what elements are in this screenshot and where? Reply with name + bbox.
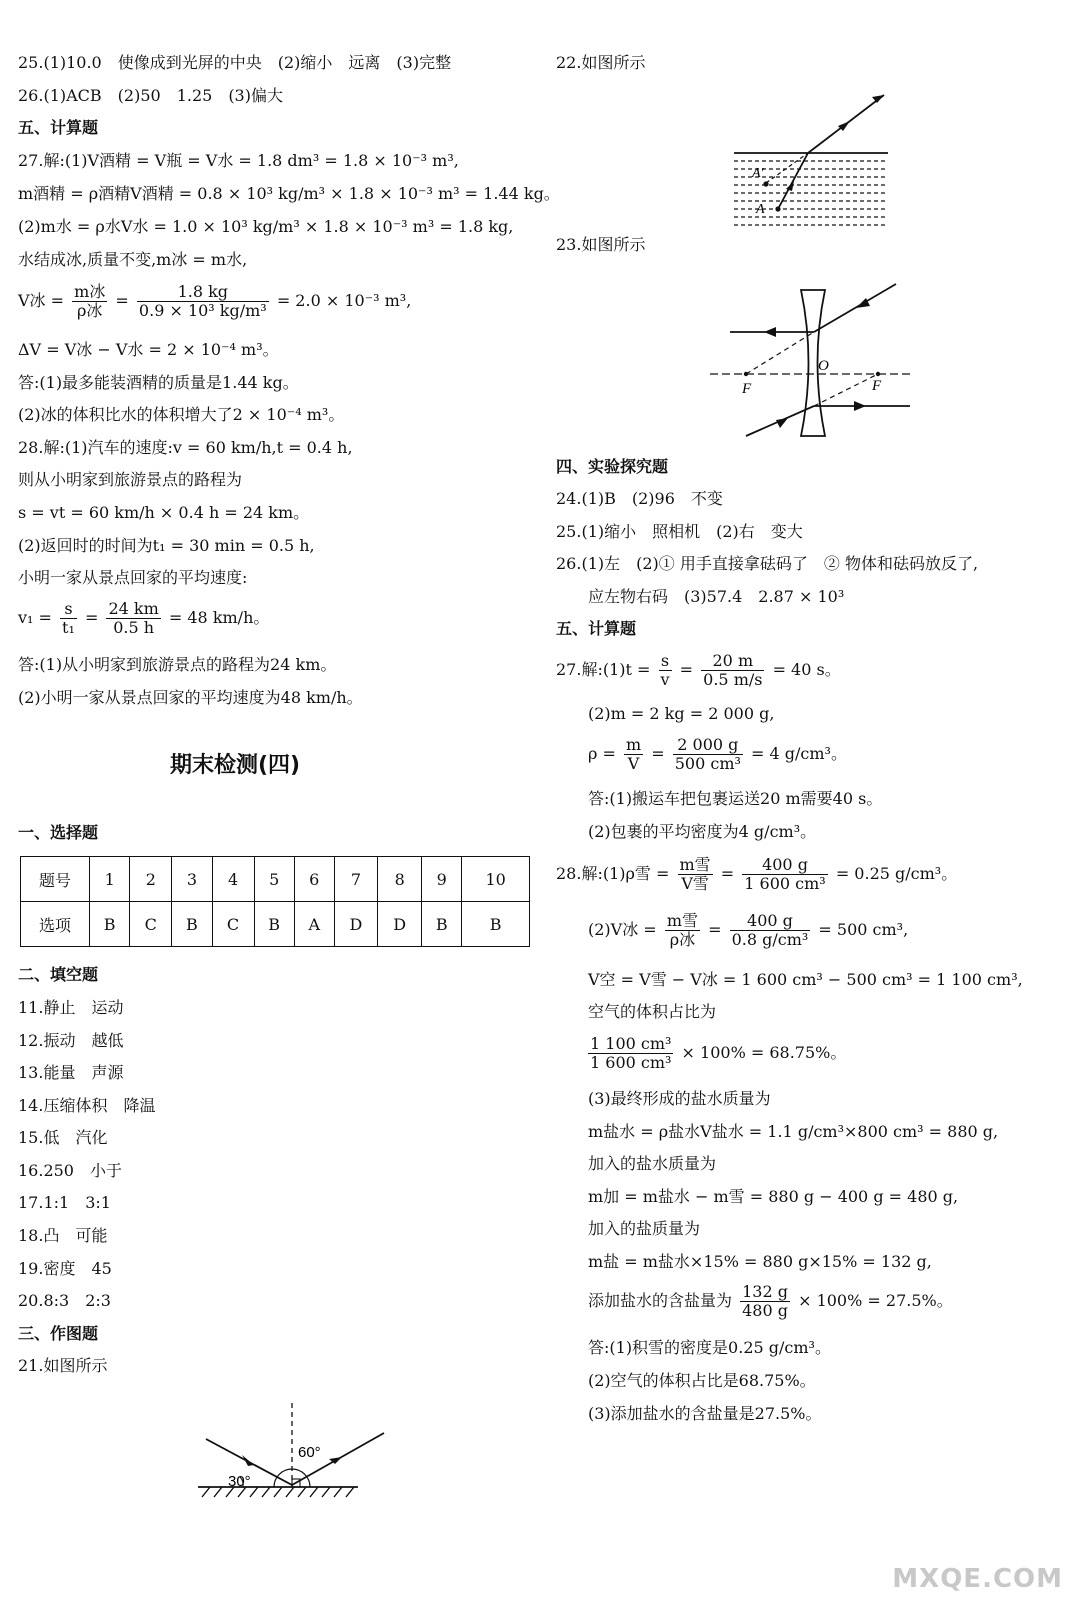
table-cell: B: [172, 902, 212, 947]
q28-line: V空 = V雪 − V冰 = 1 600 cm³ − 500 cm³ = 1 100 cm³,: [588, 970, 1023, 989]
fill-answer: 16.250 小于: [18, 1161, 122, 1180]
numerator: 24 km: [108, 599, 159, 618]
section-heading-experiment: 四、实验探究题: [556, 457, 669, 476]
concave-lens-diagram: [706, 280, 926, 445]
watermark: MXQE.COM: [892, 1564, 1063, 1594]
q28-salt-content-result: × 100% = 27.5%。: [798, 1291, 953, 1310]
q28-line: (2)返回时的时间为t₁ = 30 min = 0.5 h,: [18, 536, 315, 555]
equals: =: [679, 660, 694, 679]
q28-fraction-line: [588, 1035, 846, 1072]
denominator: 0.8 g/cm³: [731, 930, 809, 949]
answer-22: 22.如图所示: [556, 53, 646, 72]
q27-fraction-line: [556, 652, 841, 689]
q28-line: m盐水 = ρ盐水V盐水 = 1.1 g/cm³×800 cm³ = 880 g,: [588, 1122, 999, 1141]
answer-26-cont: 应左物右码 (3)57.4 2.87 × 10³: [588, 587, 845, 606]
numerator: s: [659, 652, 672, 671]
fill-answer: 14.压缩体积 降温: [18, 1096, 156, 1115]
table-cell: 10: [462, 857, 530, 902]
numerator: m: [625, 735, 642, 754]
q28-ice-volume-result: = 500 cm³,: [818, 920, 909, 939]
denominator: ρ冰: [669, 930, 696, 949]
arrow-head-icon: [786, 181, 794, 191]
table-cell: C: [130, 902, 172, 947]
fill-answer: 18.凸 可能: [18, 1226, 108, 1245]
q27-ice-volume-prefix: V冰 =: [18, 291, 70, 310]
section-heading-choice: 一、选择题: [18, 823, 99, 842]
q27-line: (2)m水 = ρ水V水 = 1.0 × 10³ kg/m³ × 1.8 × 10⁻³ m³ = 1.8 kg,: [18, 217, 514, 236]
denominator: 1 600 cm³: [590, 1053, 672, 1072]
focus-extension-ray: [814, 374, 878, 406]
angle-label-30: 30°: [228, 1473, 251, 1490]
table-cell: A: [294, 902, 334, 947]
focus-extension-ray: [746, 332, 814, 374]
q28-speed-result: = 48 km/h。: [168, 608, 270, 627]
image-point: [763, 181, 768, 186]
arrow-head-icon: [776, 418, 788, 428]
q28-speed-prefix: v₁ =: [18, 608, 58, 627]
answer-21: 21.如图所示: [18, 1356, 108, 1375]
numerator: 20 m: [701, 652, 764, 671]
fraction: [60, 600, 77, 637]
label-f-left: F: [742, 381, 752, 397]
numerator: 400 g: [742, 856, 827, 875]
answer-26: 26.(1)左 (2)① 用手直接拿砝码了 ② 物体和砝码放反了,: [556, 554, 979, 573]
q27-time-prefix: 27.解:(1)t =: [556, 660, 656, 679]
table-row: [21, 902, 530, 947]
table-row: [21, 857, 530, 902]
table-cell: 2: [130, 857, 172, 902]
fraction: [624, 736, 643, 773]
q28-line: m加 = m盐水 − m雪 = 880 g − 400 g = 480 g,: [588, 1187, 959, 1206]
q27-fraction-line: [18, 283, 411, 320]
q27-line: (2)冰的体积比水的体积增大了2 × 10⁻⁴ m³。: [18, 405, 345, 424]
q28-line: 加入的盐质量为: [588, 1219, 701, 1238]
section-heading-drawing: 三、作图题: [18, 1324, 99, 1343]
answer-table: [20, 856, 530, 947]
answer-25: 25.(1)10.0 使像成到光屏的中央 (2)缩小 远离 (3)完整: [18, 53, 452, 72]
denominator: 0.9 × 10³ kg/m³: [138, 301, 267, 320]
fill-answer: 17.1:1 3:1: [18, 1193, 111, 1212]
equals: =: [708, 920, 722, 939]
label-a-prime: A': [752, 166, 764, 181]
q28-line: s = vt = 60 km/h × 0.4 h = 24 km。: [18, 503, 310, 522]
fraction: [742, 856, 827, 893]
table-cell: B: [462, 902, 530, 947]
table-cell: 3: [172, 857, 212, 902]
arrow-head-icon: [764, 327, 776, 337]
section-heading-fill: 二、填空题: [18, 965, 99, 984]
table-cell: 1: [90, 857, 130, 902]
q27-line: (2)包裹的平均密度为4 g/cm³。: [588, 822, 817, 841]
object-point: [775, 206, 780, 211]
fraction: [588, 1035, 673, 1072]
numerator: m冰: [74, 282, 106, 301]
fraction: [678, 856, 713, 893]
denominator: 0.5 m/s: [703, 670, 763, 689]
table-cell: B: [422, 902, 462, 947]
numerator: m雪: [666, 911, 698, 930]
q27-line: m酒精 = ρ酒精V酒精 = 0.8 × 10³ kg/m³ × 1.8 × 10⁻³ m³ = 1.44 kg。: [18, 184, 560, 203]
q27-time-result: = 40 s。: [772, 660, 841, 679]
table-cell: D: [378, 902, 422, 947]
fill-answer: 15.低 汽化: [18, 1128, 108, 1147]
table-cell: 8: [378, 857, 422, 902]
arrow-head-icon: [242, 1455, 254, 1466]
q28-line: 答:(1)从小明家到旅游景点的路程为24 km。: [18, 655, 337, 674]
denominator: V: [627, 754, 640, 773]
fill-answer: 19.密度 45: [18, 1259, 112, 1278]
q27-line: 27.解:(1)V酒精 = V瓶 = V水 = 1.8 dm³ = 1.8 × 10⁻³ m³,: [18, 151, 459, 170]
section-heading-calc: 五、计算题: [18, 118, 99, 137]
fill-answer: 20.8:3 2:3: [18, 1291, 111, 1310]
q28-snow-density-prefix: 28.解:(1)ρ雪 =: [556, 864, 675, 883]
focal-point: [744, 372, 748, 376]
mirror-hatching: [202, 1487, 354, 1497]
section-heading-calc: 五、计算题: [556, 619, 637, 638]
fraction: [673, 736, 743, 773]
incoming-ray-top: [814, 284, 896, 332]
q27-line: 答:(1)最多能装酒精的质量是1.44 kg。: [18, 373, 299, 392]
virtual-ray: [766, 153, 808, 183]
q28-line: (3)添加盐水的含盐量是27.5%。: [588, 1404, 822, 1423]
table-header-cell: 题号: [21, 857, 90, 902]
q28-line: 空气的体积占比为: [588, 1002, 717, 1021]
q28-line: 加入的盐水质量为: [588, 1154, 717, 1173]
q28-salt-content-prefix: 添加盐水的含盐量为: [588, 1291, 733, 1310]
q28-line: 小明一家从景点回家的平均速度:: [18, 568, 248, 587]
fraction: [730, 912, 811, 949]
q28-line: (2)小明一家从景点回家的平均速度为48 km/h。: [18, 688, 363, 707]
answer-26: 26.(1)ACB (2)50 1.25 (3)偏大: [18, 86, 283, 105]
q28-line: 28.解:(1)汽车的速度:v = 60 km/h,t = 0.4 h,: [18, 438, 353, 457]
q27-density-prefix: ρ =: [588, 744, 621, 763]
numerator: 2 000 g: [673, 736, 743, 755]
fraction: [701, 652, 764, 689]
numerator: m雪: [679, 855, 711, 874]
q28-fraction-line: [556, 856, 957, 893]
q28-line: (2)空气的体积占比是68.75%。: [588, 1371, 816, 1390]
exam-title: 期末检测(四): [170, 753, 301, 778]
denominator: 1 600 cm³: [744, 874, 826, 893]
table-cell: 4: [212, 857, 254, 902]
table-cell: C: [212, 902, 254, 947]
table-cell: 6: [294, 857, 334, 902]
denominator: 480 g: [742, 1301, 788, 1320]
q28-fraction-line: [588, 1283, 953, 1320]
fill-answer: 11.静止 运动: [18, 998, 124, 1017]
q28-air-ratio-result: × 100% = 68.75%。: [681, 1043, 847, 1062]
label-o: O: [818, 358, 829, 374]
table-cell: D: [334, 902, 378, 947]
q28-fraction-line: [588, 912, 908, 949]
reflection-diagram: [188, 1395, 388, 1505]
denominator: ρ冰: [77, 301, 103, 320]
table-cell: B: [254, 902, 294, 947]
answer-24: 24.(1)B (2)96 不变: [556, 489, 723, 508]
fraction: [137, 283, 269, 320]
q27-fraction-line: [588, 736, 847, 773]
refraction-diagram: [726, 85, 906, 230]
numerator: 1 100 cm³: [590, 1034, 672, 1053]
equals: =: [84, 608, 99, 627]
table-cell: B: [90, 902, 130, 947]
equals: =: [115, 291, 129, 310]
q27-line: ΔV = V冰 − V水 = 2 × 10⁻⁴ m³。: [18, 340, 279, 359]
q28-line: (3)最终形成的盐水质量为: [588, 1089, 771, 1108]
q28-fraction-line: [18, 600, 269, 637]
equals: =: [651, 744, 665, 763]
q27-line: 答:(1)搬运车把包裹运送20 m需要40 s。: [588, 789, 883, 808]
numerator: 1.8 kg: [137, 283, 269, 302]
fraction: [740, 1283, 790, 1320]
numerator: 400 g: [730, 912, 811, 931]
numerator: s: [60, 600, 77, 619]
table-cell: 7: [334, 857, 378, 902]
answer-23: 23.如图所示: [556, 235, 646, 254]
fraction: [665, 912, 700, 949]
denominator: 500 cm³: [674, 754, 741, 773]
fraction: [72, 283, 107, 320]
fill-answer: 13.能量 声源: [18, 1063, 124, 1082]
focal-point: [876, 372, 880, 376]
equals: =: [720, 864, 735, 883]
fill-answer: 12.振动 越低: [18, 1031, 124, 1050]
table-cell: 5: [254, 857, 294, 902]
fraction: [106, 600, 160, 637]
label-a: A: [756, 202, 765, 217]
q28-line: m盐 = m盐水×15% = 880 g×15% = 132 g,: [588, 1252, 932, 1271]
q27-density-result: = 4 g/cm³。: [751, 744, 847, 763]
table-cell: 9: [422, 857, 462, 902]
arrow-head-icon: [854, 401, 866, 411]
angle-label-60: 60°: [298, 1444, 321, 1461]
denominator: 0.5 h: [113, 618, 155, 637]
fraction: [659, 652, 672, 689]
q27-line: (2)m = 2 kg = 2 000 g,: [588, 704, 775, 723]
q28-line: 答:(1)积雪的密度是0.25 g/cm³。: [588, 1338, 831, 1357]
q28-snow-density-result: = 0.25 g/cm³。: [835, 864, 958, 883]
table-header-cell: 选项: [21, 902, 90, 947]
q28-line: 则从小明家到旅游景点的路程为: [18, 470, 243, 489]
q27-line: 水结成冰,质量不变,m冰 = m水,: [18, 250, 248, 269]
denominator: v: [660, 670, 670, 689]
label-f-right: F: [872, 378, 882, 394]
denominator: V雪: [681, 874, 709, 893]
numerator: 132 g: [742, 1282, 788, 1301]
q27-ice-volume-result: = 2.0 × 10⁻³ m³,: [276, 291, 412, 310]
q28-ice-volume-prefix: (2)V冰 =: [588, 920, 662, 939]
answer-25: 25.(1)缩小 照相机 (2)右 变大: [556, 522, 803, 541]
denominator: t₁: [62, 618, 75, 637]
